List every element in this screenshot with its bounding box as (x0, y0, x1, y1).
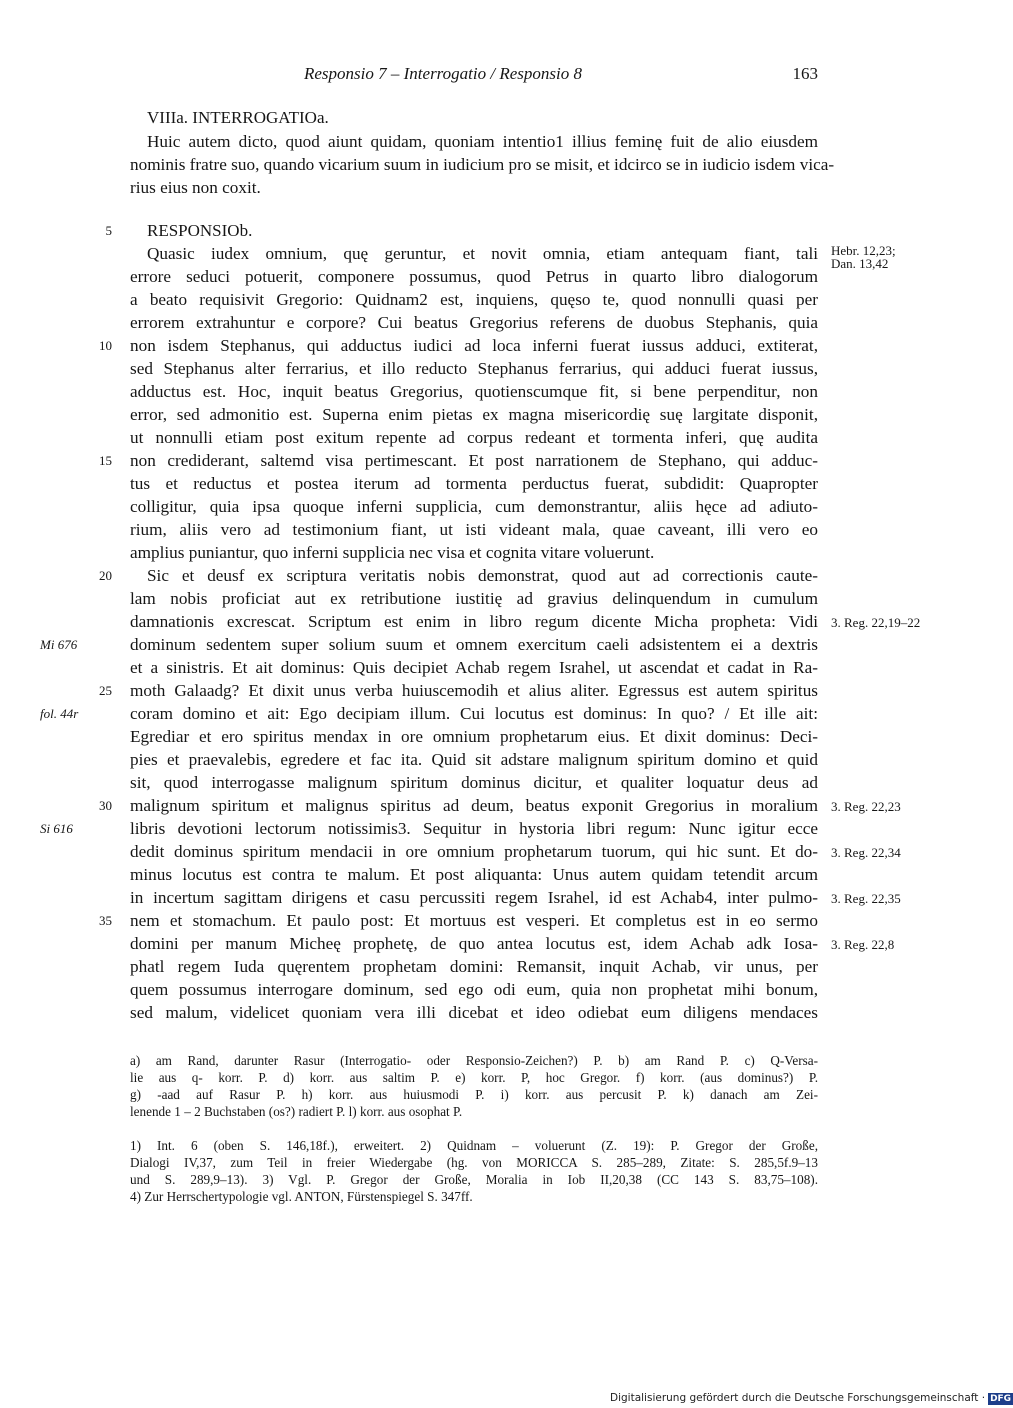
scripture-ref: 3. Reg. 22,34 (831, 845, 901, 860)
body-line: tus et reductus et postea iterum ad tormenta perductus fuerat, subdidit: Quapropter (130, 474, 818, 493)
body-line: adductus est. Hoc, inquit beatus Gregorius, quotienscumque fit, si bene perpenditur, non (130, 382, 818, 401)
line-number: 5 (105, 223, 112, 238)
body-line: et a sinistris. Et ait dominus: Quis decipiet Achab regem Israhel, ut ascendat et cadat in Ra- (130, 658, 818, 677)
margin-note: Mi 676 (40, 637, 78, 652)
body-line: quem possumus interrogare dominum, sed ego odi eum, quia non prophetat mihi bonum, (130, 980, 818, 999)
line-number: 35 (99, 913, 112, 928)
scripture-ref: Dan. 13,42 (831, 256, 889, 271)
body-line: rium, aliis vero ad testimonium fiant, ut isti videant mala, quae caveant, illi vero eo (130, 520, 818, 539)
running-header (130, 64, 818, 88)
body-line: ut nonnulli etiam post exitum repente ad corpus redeant et tormenta inferi, quę audita (130, 428, 818, 447)
body-line: Huic autem dicto, quod aiunt quidam, quoniam intentio1 illius feminę fuit de alio eiusdem (147, 132, 818, 151)
body-line: sit, quod interrogasse malignum spiritum dominus dicitur, et qualiter loquatur deus ad (130, 773, 818, 792)
source-note-line: und S. 289,9–13). 3) Vgl. P. Gregor der Große, Moralia in Iob II,20,38 (CC 143 S. 83,75–108). (130, 1172, 818, 1187)
body-line: error, sed admonitio est. Superna enim pietas ex magna misericordię suę largitate disponit, (130, 405, 818, 424)
body-line: amplius puniantur, quo inferni supplicia nec visa et cognita vitare voluerunt. (130, 543, 655, 562)
apparatus-line: g) -aad auf Rasur P. h) korr. aus huiusmodi P. i) korr. aus percusit P. k) danach am Zei- (130, 1087, 818, 1102)
body-line: Sic et deusf ex scriptura veritatis nobis demonstrat, quod aut ad correctionis caute- (147, 566, 818, 585)
body-line: phatl regem Iuda quęrentem prophetam domini: Remansit, inquit Achab, vir unus, per (130, 957, 818, 976)
running-title: Responsio 7 – Interrogatio / Responsio 8 (304, 64, 582, 83)
line-number: 10 (99, 338, 112, 353)
line-number: 25 (99, 683, 112, 698)
body-line: Egrediar et ero spiritus mendax in ore omnium prophetarum eius. Et dixit dominus: Deci- (130, 727, 818, 746)
body-line: a beato requisivit Gregorio: Quidnam2 est, inquiens, quęso te, quod nonnulli quasi per (130, 290, 818, 309)
responsio-heading: RESPONSIOb. (147, 221, 253, 240)
dfg-logo: DFG (990, 1394, 1012, 1404)
margin-note: fol. 44r (40, 706, 79, 721)
body-line: moth Galaadg? Et dixit unus verba huiuscemodih et alius aliter. Egressus est autem spiritus (130, 681, 818, 700)
source-note-line: Dialogi IV,37, zum Teil in freier Wiedergabe (hg. von MORICCA S. 285–289, Zitate: S. 285,5f.9–13 (130, 1155, 818, 1170)
line-number: 20 (99, 568, 112, 583)
source-note-line: 4) Zur Herrschertypologie vgl. ANTON, Fürstenspiegel S. 347ff. (130, 1189, 473, 1204)
scripture-ref: 3. Reg. 22,8 (831, 937, 895, 952)
body-line: damnationis excrescat. Scriptum est enim in libro regum dicente Micha propheta: Vidi (130, 612, 818, 631)
apparatus-line: lenende 1 – 2 Buchstaben (os?) radiert P. l) korr. aus osophat P. (130, 1104, 463, 1119)
body-line: rius eius non coxit. (130, 178, 261, 197)
line-number: 30 (99, 798, 112, 813)
body-line: non isdem Stephanus, qui adductus iudici ad loca inferni fuerat iussus adduci, extiterat, (130, 336, 818, 355)
body-line: errore seduci potuerit, componere possumus, quod Petrus in quarto libro dialogorum (130, 267, 818, 286)
body-line: sed malum, videlicet quoniam vera illi dicebat et ideo odiebat eum diligens mendaces (130, 1003, 818, 1022)
interrogatio-heading: VIIIa. INTERROGATIOa. (147, 108, 329, 127)
digitization-credit (610, 1391, 1012, 1405)
body-line: dominum sedentem super solium suum et omnem exercitum caeli adsistentem ei a dextris (130, 635, 818, 654)
scripture-ref: 3. Reg. 22,35 (831, 891, 901, 906)
body-line: in incertum sagittam dirigens et casu percussiti regem Israhel, id est Achab4, inter pulmo- (130, 888, 818, 907)
credit-text: Digitalisierung gefördert durch die Deutsche Forschungsgemeinschaft · (610, 1392, 986, 1404)
body-line: malignum spiritum et malignus spiritus ad deum, beatus exponit Gregorius in moralium (130, 796, 818, 815)
body-line: coram domino et ait: Ego decipiam illum. Cui locutus est dominus: In quo? / Et ille ait: (130, 704, 818, 723)
line-number: 15 (99, 453, 112, 468)
body-line: sed Stephanus alter ferrarius, et illo reducto Stephanus ferrarius, qui adduci fuerat iussus, (130, 359, 818, 378)
apparatus-line: a) am Rand, darunter Rasur (Interrogatio- oder Responsio-Zeichen?) P. b) am Rand P. c) Q-Versa- (130, 1053, 818, 1068)
body-line: colligitur, quia ipsa quoque inferni supplicia, cum demonstrantur, aliis hęce ad adiuto- (130, 497, 818, 516)
body-line: pies et praevalebis, egredere et fac ita. Quid sit adstare malignum spiritum domino et quid (130, 750, 818, 769)
scripture-ref: Hebr. 12,23; (831, 243, 896, 258)
body-line: nem et stomachum. Et paulo post: Et mortuus est vesperi. Et completus est in eo sermo (130, 911, 818, 930)
page-number: 163 (792, 64, 818, 83)
body-line: non crediderant, saltemd visa pertimescant. Et post narrationem de Stephano, qui adduc- (130, 451, 818, 470)
body-line: domini per manum Micheę prophetę, de quo antea locutus est, idem Achab adk Iosa- (130, 934, 818, 953)
apparatus-line: lie aus q- korr. P. d) korr. aus saltim P. e) korr. P, hoc Gregor. f) korr. (aus dominus?) P. (130, 1070, 818, 1085)
body-line: lam nobis proficiat aut ex retributione iustitię ad gravius delinquendum in cumulum (130, 589, 818, 608)
body-line: minus locutus est contra te malum. Et post aliquanta: Unus autem quidam tetendit arcum (130, 865, 818, 884)
margin-note: Si 616 (40, 821, 73, 836)
scripture-ref: 3. Reg. 22,19–22 (831, 615, 921, 630)
body-line: nominis fratre suo, quando vicarium suum in iudicium pro se misit, et idcirco se in iudicio isdem vica- (130, 155, 835, 174)
body-line: errorem extrahuntur e corpore? Cui beatus Gregorius referens de duobus Stephanis, quia (130, 313, 818, 332)
body-line: Quasic iudex omnium, quę geruntur, et novit omnia, etiam antequam fiant, tali (147, 244, 818, 263)
scripture-ref: 3. Reg. 22,23 (831, 799, 901, 814)
body-line: libris devotioni lectorum notissimis3. Sequitur in hystoria libri regum: Nunc igitur ecce (130, 819, 818, 838)
source-note-line: 1) Int. 6 (oben S. 146,18f.), erweitert. 2) Quidnam – voluerunt (Z. 19): P. Gregor der Große, (130, 1138, 818, 1153)
body-line: dedit dominus spiritum mendacii in ore omnium prophetarum tuorum, qui hic sunt. Et do- (130, 842, 818, 861)
